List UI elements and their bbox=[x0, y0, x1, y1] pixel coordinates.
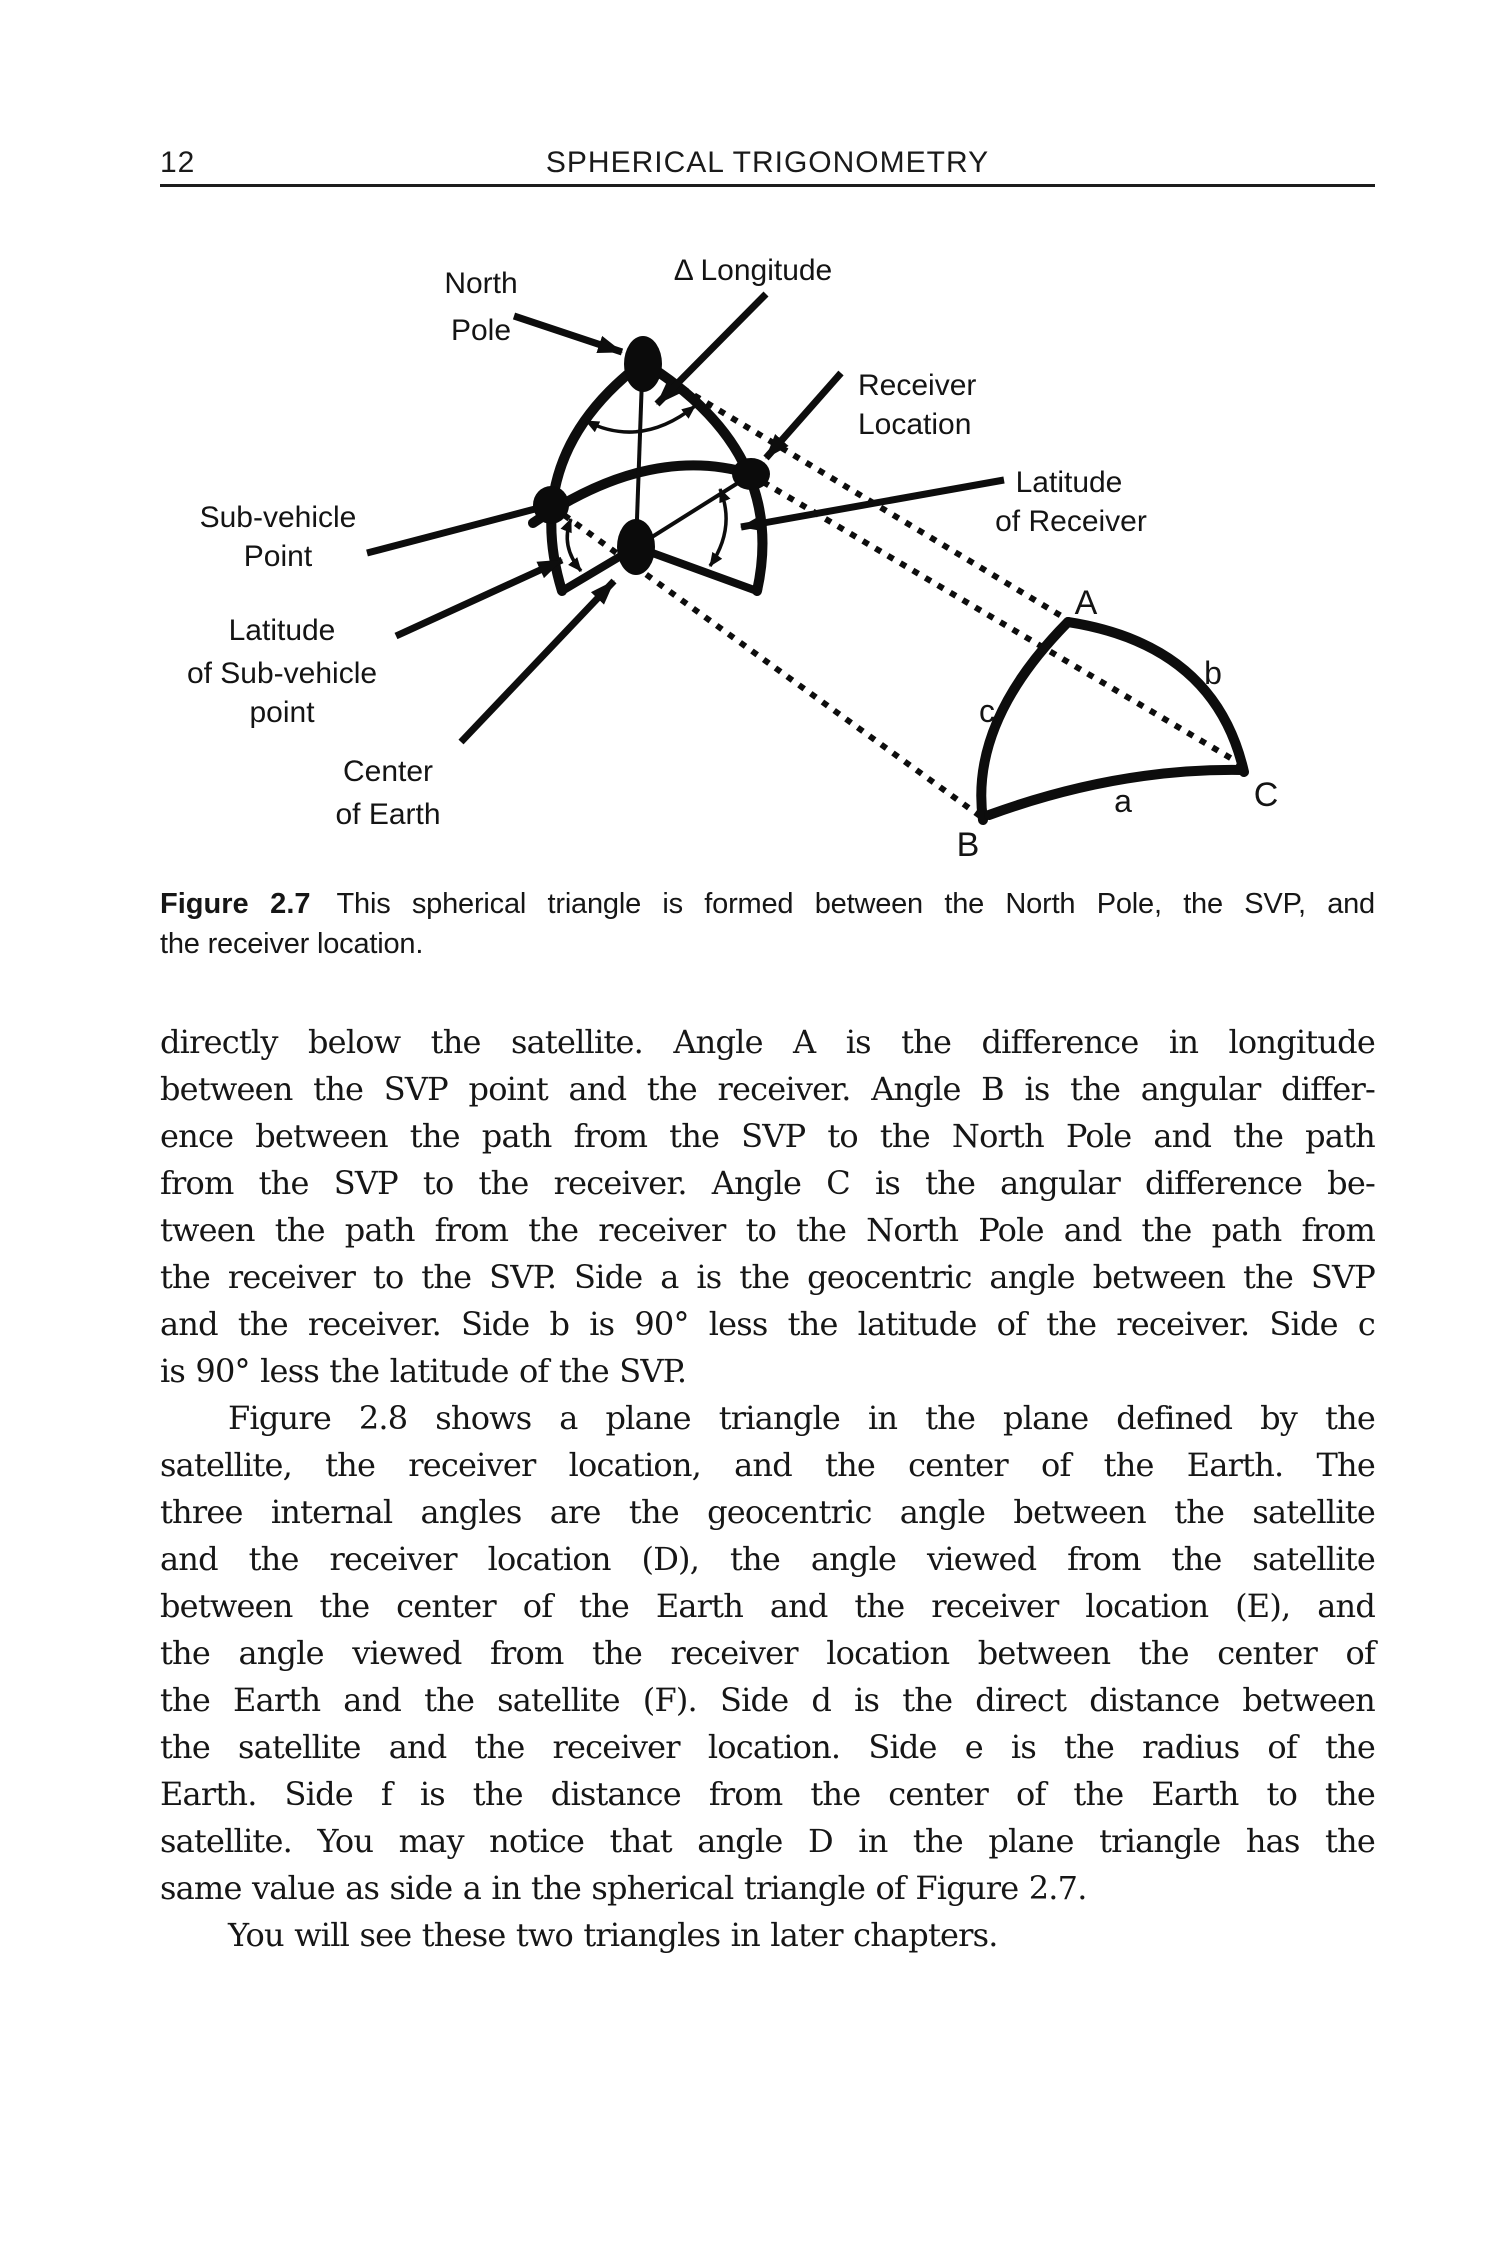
body-line: ence between the path from the SVP to the North Pole and the path bbox=[160, 1117, 1375, 1155]
figure-caption-text2: the receiver location. bbox=[160, 928, 424, 960]
latitude-of-svp-label-line3: point bbox=[249, 696, 315, 729]
body-line: Figure 2.8 shows a plane triangle in the plane defined by the bbox=[228, 1399, 1375, 1437]
body-line: from the SVP to the receiver. Angle C is the angular difference be- bbox=[160, 1164, 1375, 1202]
side-c-label: c bbox=[979, 693, 995, 729]
receiver-location-label-line1: Receiver bbox=[858, 369, 977, 402]
body-line: directly below the satellite. Angle A is the difference in longitude bbox=[160, 1023, 1375, 1061]
sub-vehicle-point-label-line1: Sub-vehicle bbox=[199, 501, 357, 534]
figure-2-7-diagram bbox=[0, 190, 1500, 890]
body-line: satellite. You may notice that angle D in the plane triangle has the bbox=[160, 1822, 1375, 1860]
body-line: between the SVP point and the receiver. Angle B is the angular differ- bbox=[160, 1070, 1375, 1108]
latitude-of-receiver-leader-arrow bbox=[741, 480, 1004, 527]
body-line: the receiver to the SVP. Side a is the geocentric angle between the SVP bbox=[160, 1258, 1375, 1296]
center-of-earth-label-line1: Center bbox=[342, 755, 434, 788]
receiver-location-label-line2: Location bbox=[858, 408, 972, 441]
receiver-location-leader-arrow bbox=[766, 373, 841, 458]
figure-caption-text1: This spherical triangle is formed between the North Pole, the SVP, and bbox=[336, 888, 1375, 920]
body-line: same value as side a in the spherical triangle of Figure 2.7. bbox=[160, 1869, 1087, 1907]
delta-longitude-label: Δ Longitude bbox=[673, 254, 833, 287]
running-head: SPHERICAL TRIGONOMETRY bbox=[545, 146, 990, 179]
body-line: three internal angles are the geocentric angle between the satellite bbox=[160, 1493, 1375, 1531]
north-pole-label-line2: Pole bbox=[450, 314, 512, 347]
body-line: tween the path from the receiver to the North Pole and the path from bbox=[160, 1211, 1375, 1249]
figure-caption-tag: Figure 2.7 bbox=[160, 888, 311, 920]
latitude-of-svp-leader-arrow bbox=[396, 560, 562, 636]
latitude-of-receiver-label-line1: Latitude bbox=[1015, 466, 1123, 499]
vertex-B-label: B bbox=[956, 826, 980, 864]
latitude-of-svp-label-line1: Latitude bbox=[228, 614, 336, 647]
figure-caption bbox=[160, 884, 1375, 964]
sub-vehicle-point-dot bbox=[533, 486, 569, 524]
body-line: is 90° less the latitude of the SVP. bbox=[160, 1352, 687, 1390]
side-b-label: b bbox=[1204, 655, 1222, 691]
body-line: the angle viewed from the receiver location between the center of bbox=[160, 1634, 1375, 1672]
delta-longitude-leader-arrow bbox=[657, 294, 766, 404]
center-of-earth-leader-arrow bbox=[461, 581, 614, 742]
body-text bbox=[160, 1019, 1375, 1959]
center-of-earth-dot bbox=[617, 519, 655, 575]
body-line: and the receiver location (D), the angle viewed from the satellite bbox=[160, 1540, 1375, 1578]
body-line: the Earth and the satellite (F). Side d is the direct distance between bbox=[160, 1681, 1375, 1719]
body-line: between the center of the Earth and the receiver location (E), and bbox=[160, 1587, 1375, 1625]
body-line: and the receiver. Side b is 90° less the latitude of the receiver. Side c bbox=[160, 1305, 1375, 1343]
vertex-C-label: C bbox=[1253, 776, 1279, 814]
body-line: You will see these two triangles in later chapters. bbox=[228, 1916, 998, 1954]
sub-vehicle-point-label-line2: Point bbox=[243, 540, 313, 573]
receiver-location-dot bbox=[732, 458, 770, 490]
page-header bbox=[160, 144, 1375, 187]
latitude-of-svp-label-line2: of Sub-vehicle bbox=[186, 657, 378, 690]
body-line: the satellite and the receiver location. Side e is the radius of the bbox=[160, 1728, 1375, 1766]
vertex-A-label: A bbox=[1074, 584, 1098, 622]
north-pole-leader-arrow bbox=[514, 316, 622, 352]
figure-caption-line1 bbox=[160, 884, 1375, 924]
sub-vehicle-point-leader-line bbox=[367, 509, 535, 553]
latitude-of-receiver-label-line2: of Receiver bbox=[995, 505, 1147, 538]
body-line: Earth. Side f is the distance from the center of the Earth to the bbox=[160, 1775, 1375, 1813]
north-pole-dot bbox=[624, 336, 662, 392]
side-a-label: a bbox=[1114, 783, 1132, 819]
page-number: 12 bbox=[160, 146, 196, 179]
north-pole-label-line1: North bbox=[444, 267, 518, 300]
body-line: satellite, the receiver location, and the center of the Earth. The bbox=[160, 1446, 1375, 1484]
center-of-earth-label-line2: of Earth bbox=[335, 798, 441, 831]
